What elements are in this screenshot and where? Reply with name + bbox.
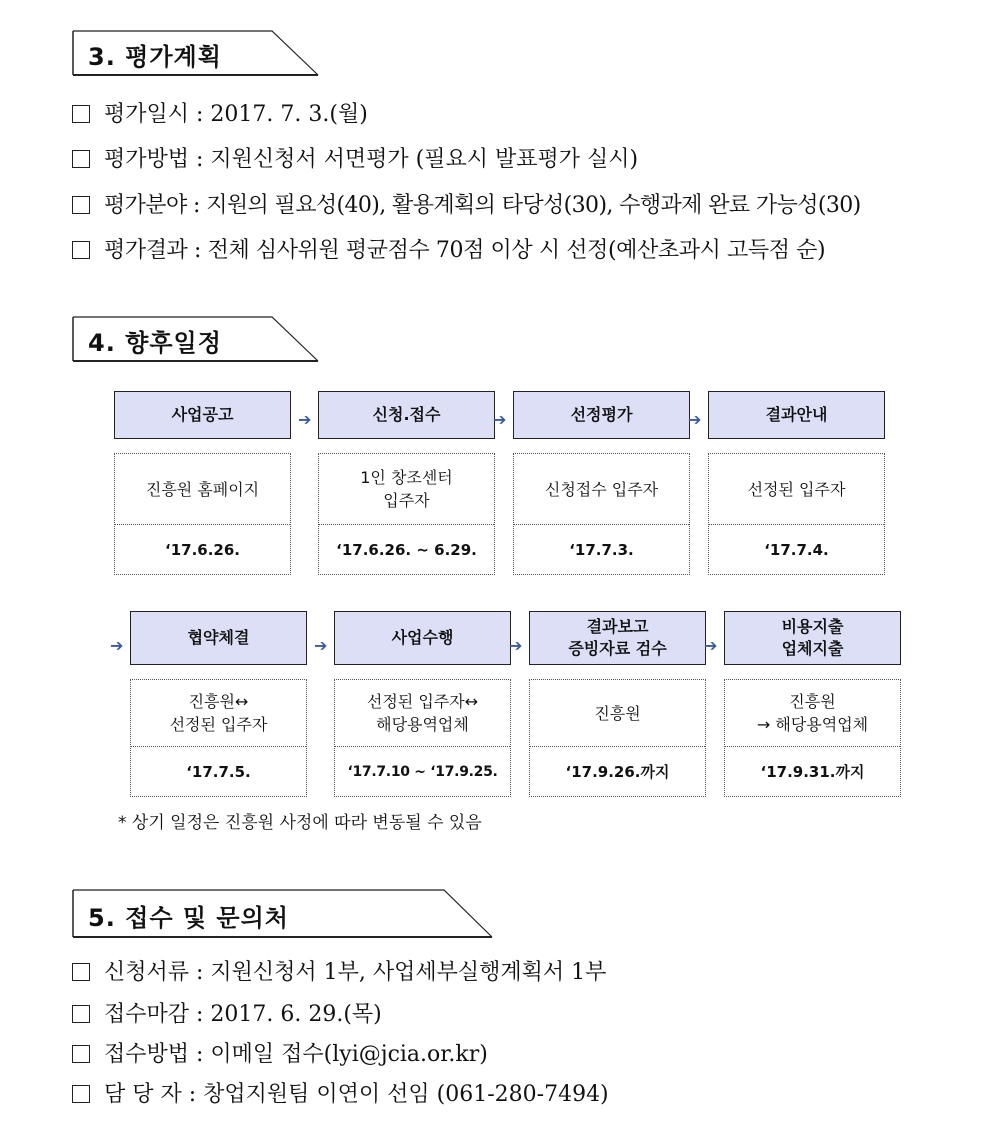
section-header-schedule [72, 316, 320, 360]
schedule-card [708, 453, 885, 575]
schedule-date: ‘17.7.10 ~ ‘17.9.25. [347, 763, 498, 780]
bullet-item: 평가일시 : 2017. 7. 3.(월) [72, 100, 368, 130]
checkbox-square-icon [72, 241, 90, 259]
schedule-desc: 선정된 입주자 [709, 454, 884, 525]
section-title: 5. 접수 및 문의처 [88, 904, 289, 932]
schedule-desc: 1인 창조센터 입주자 [319, 454, 494, 525]
checkbox-square-icon [72, 105, 90, 123]
arrow-right-icon: ➔ [688, 410, 702, 429]
schedule-step: 결과보고 증빙자료 검수 [529, 611, 706, 665]
arrow-right-icon: ➔ [110, 636, 124, 655]
bullet-item: 평가분야 : 지원의 필요성(40), 활용계획의 타당성(30), 수행과제 완료 가능성(30) [72, 191, 861, 221]
section-title: 3. 평가계획 [88, 43, 222, 71]
checkbox-square-icon [72, 1045, 90, 1063]
schedule-step: 결과안내 [708, 391, 885, 439]
bullet-item: 평가결과 : 전체 심사위원 평균점수 70점 이상 시 선정(예산초과시 고득점 순) [72, 236, 825, 266]
arrow-right-icon: ➔ [509, 636, 523, 655]
schedule-step: 선정평가 [513, 391, 690, 439]
schedule-desc: 진흥원 [530, 680, 705, 747]
schedule-step: 사업공고 [114, 391, 291, 439]
bullet-item: 접수방법 : 이메일 접수(lyi@jcia.or.kr) [72, 1040, 488, 1070]
checkbox-square-icon [72, 196, 90, 214]
arrow-right-icon: ➔ [493, 410, 507, 429]
arrow-right-icon: ➔ [704, 636, 718, 655]
bullet-item: 담 당 자 : 창업지원팀 이연이 선임 (061-280-7494) [72, 1080, 609, 1110]
schedule-date: ‘17.6.26. ~ 6.29. [336, 540, 477, 559]
schedule-desc: 진흥원 → 해당용역업체 [725, 680, 900, 747]
bullet-item: 접수마감 : 2017. 6. 29.(목) [72, 1000, 382, 1030]
schedule-date: ‘17.7.5. [186, 762, 251, 781]
schedule-date: ‘17.9.26.까지 [565, 763, 670, 781]
checkbox-square-icon [72, 963, 90, 981]
arrow-right-icon: ➔ [314, 636, 328, 655]
schedule-card [334, 679, 511, 797]
bullet-item: 신청서류 : 지원신청서 1부, 사업세부실행계획서 1부 [72, 958, 606, 988]
schedule-step: 비용지출 업체지출 [724, 611, 901, 665]
checkbox-square-icon [72, 1085, 90, 1103]
arrow-right-icon: ➔ [298, 410, 312, 429]
schedule-date: ‘17.7.3. [569, 540, 634, 559]
schedule-date: ‘17.7.4. [764, 540, 829, 559]
schedule-desc: 선정된 입주자↔ 해당용역업체 [335, 680, 510, 747]
schedule-card [724, 679, 901, 797]
bullet-item: 평가방법 : 지원신청서 서면평가 (필요시 발표평가 실시) [72, 145, 638, 175]
schedule-step: 사업수행 [334, 611, 511, 665]
schedule-card [318, 453, 495, 575]
schedule-card [529, 679, 706, 797]
schedule-desc: 진흥원 홈페이지 [115, 454, 290, 525]
section-title: 4. 향후일정 [88, 329, 222, 357]
schedule-card [114, 453, 291, 575]
schedule-desc: 신청접수 입주자 [514, 454, 689, 525]
checkbox-square-icon [72, 1005, 90, 1023]
schedule-card [130, 679, 307, 797]
schedule-date: ‘17.6.26. [165, 540, 240, 559]
schedule-desc: 진흥원↔ 선정된 입주자 [131, 680, 306, 747]
schedule-step: 협약체결 [130, 611, 307, 665]
section-header-evaluation [72, 30, 320, 74]
section-header-contact [72, 889, 496, 933]
checkbox-square-icon [72, 150, 90, 168]
schedule-step: 신청.접수 [318, 391, 495, 439]
schedule-date: ‘17.9.31.까지 [760, 763, 865, 781]
schedule-note: * 상기 일정은 진흥원 사정에 따라 변동될 수 있음 [118, 813, 482, 833]
schedule-card [513, 453, 690, 575]
